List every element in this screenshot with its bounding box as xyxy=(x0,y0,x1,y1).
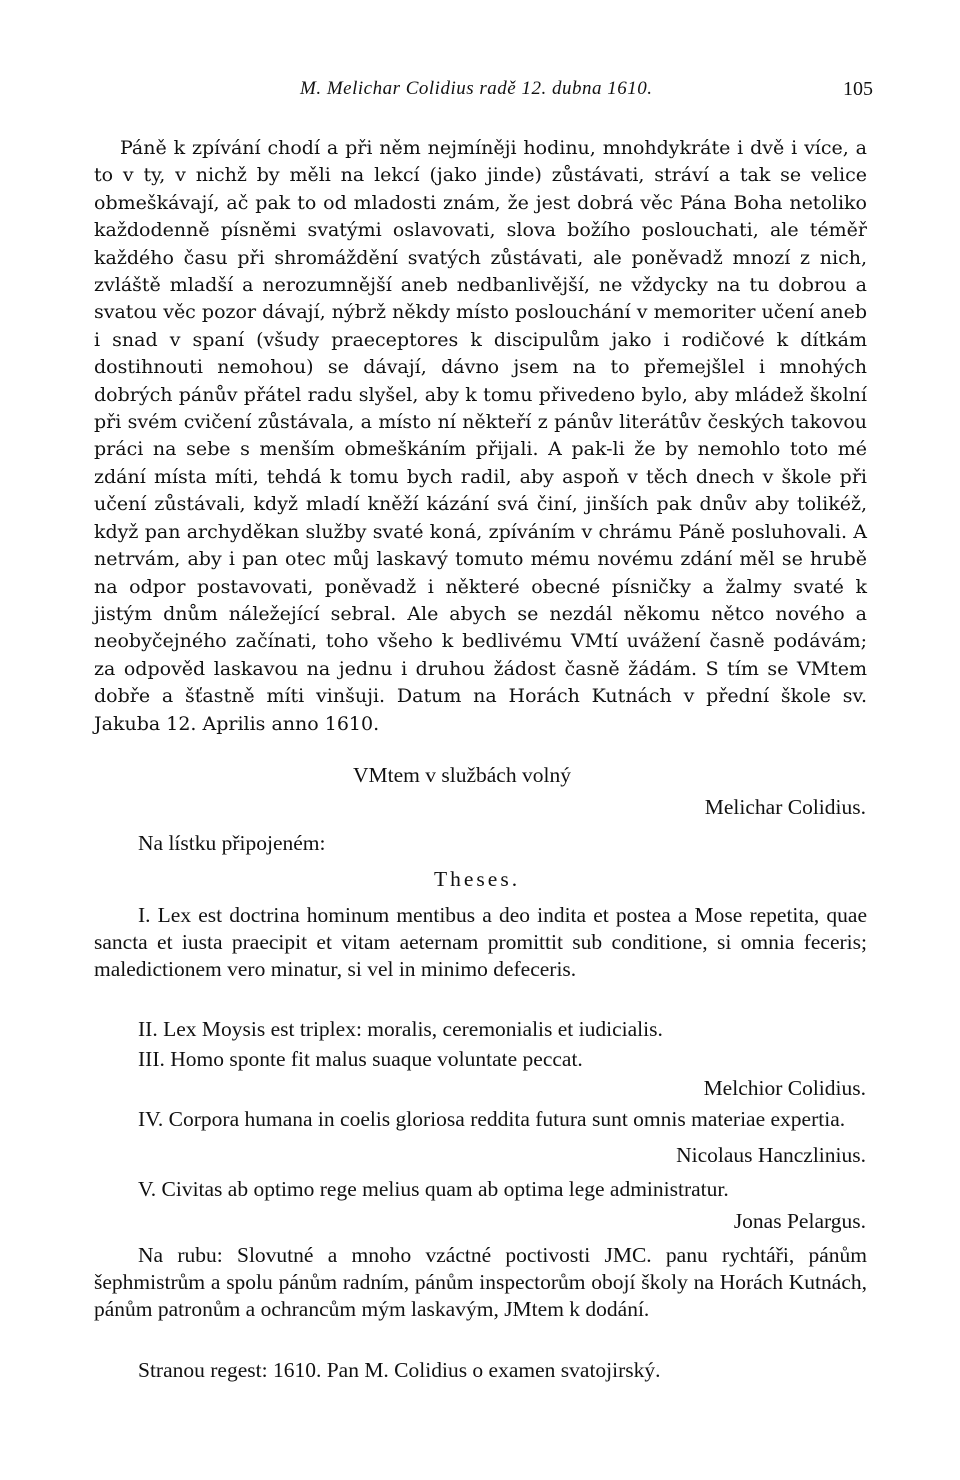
regest-note: Stranou regest: 1610. Pan M. Colidius o examen svatojirský. xyxy=(138,1358,661,1382)
page-number: 105 xyxy=(843,78,873,100)
letter-body: Páně k zpívání chodí a při něm nejmíněji hodinu, mnohdykráte i dvě i více, a to v ty, v nichž by měli na lekcí (jako jinde) zůstávati, stráví a tak se velice obmeškávají, ač pak to od mladosti znám, že jest dobrá věc Pána Boha netoliko každodenně písněmi svatými oslavovati, slova božího poslouchati, ale téměř každého času při shromáždění svatých zůstávati, ale poněvadž mnozí z nich, zvláště mladší a nerozumnější aneb nedbanlivější, ne vždycky na tu dobrou a svatou věc pozor dávají, nýbrž někdy místo poslouchání v memoriter učení aneb i snad v spaní (všudy praeceptores k discipulům jako i rodičové k dítkám dostihnouti nemohou) se dávají, dávno jsem na to přemejšlel i mnohých dobrých pánův přátel radu slyšel, aby k tomu přivedeno bylo, aby mládež školní při svém cvičení zůstávala, a místo ní někteří z pánův literátův českých takovou práci na sebe s menším obmeškáním přijali. A pak-li že by nemohlo toto mé zdání místa míti, tehdá k tomu bych radil, aby aspoň v těch dnech v škole při učení zůstávali, když mladí kněží kázání svá činí, jinších pak dnův aby tolikéž, když pan archyděkan služby svaté koná, zpíváním v chrámu Páně posluhovali. A netrvám, aby i pan otec můj laskavý tomuto mému novému zdání měl se hrubě na odpor postavovati, poněvadž i některé obecné písničky a žalmy svaté k jistým dnům náležející sebral. Ale abych se nezdál někomu nětco nového a neobyčejného začínati, toho všeho k bedlivému VMtí uvážení časně podávám; za odpověd laskavou na jednu i druhou žádost časně žádám. S tím se VMtem dobře a šťastně míti vinšuji. Datum na Horách Kutnách v přední škole sv. Jakuba 12. Aprilis anno 1610. xyxy=(94,137,867,735)
attachment-intro: Na lístku připojeném: xyxy=(138,831,326,855)
running-title: M. Melichar Colidius radě 12. dubna 1610. xyxy=(300,78,653,99)
thesis-3: III. Homo sponte fit malus suaque voluntate peccat. xyxy=(138,1047,583,1071)
thesis-2: II. Lex Moysis est triplex: moralis, ceremonialis et iudicialis. xyxy=(138,1017,663,1041)
thesis-4: IV. Corpora humana in coelis gloriosa reddita futura sunt omnis materiae expertia. xyxy=(138,1107,846,1131)
thesis-author-2: Nicolaus Hanczlinius. xyxy=(676,1143,866,1167)
letter-closing: VMtem v službách volný xyxy=(353,763,571,787)
running-header xyxy=(0,78,960,106)
thesis-author-1: Melchior Colidius. xyxy=(703,1076,866,1100)
reverse-note: Na rubu: Slovutné a mnoho vzáctné poctivosti JMC. panu rychtáři, pánům šephmistrům a spolu pánům radním, pánům inspectorům obojí školy na Horách Kutnách, pánům patronům a ochrancům mým laskavým, JMtem k dodání. xyxy=(94,1243,867,1321)
theses-heading: Theses. xyxy=(434,867,521,891)
thesis-author-3: Jonas Pelargus. xyxy=(733,1209,866,1233)
letter-signature: Melichar Colidius. xyxy=(704,795,866,819)
thesis-5: V. Civitas ab optimo rege melius quam ab optima lege administratur. xyxy=(138,1177,729,1201)
thesis-1: I. Lex est doctrina hominum mentibus a deo indita et postea a Mose repetita, quae sancta et iusta praecipit et vitam aeternam promittit sub conditione, si omnia feceris; maledictionem vero minatur, si vel in minimo defeceris. xyxy=(94,903,867,981)
